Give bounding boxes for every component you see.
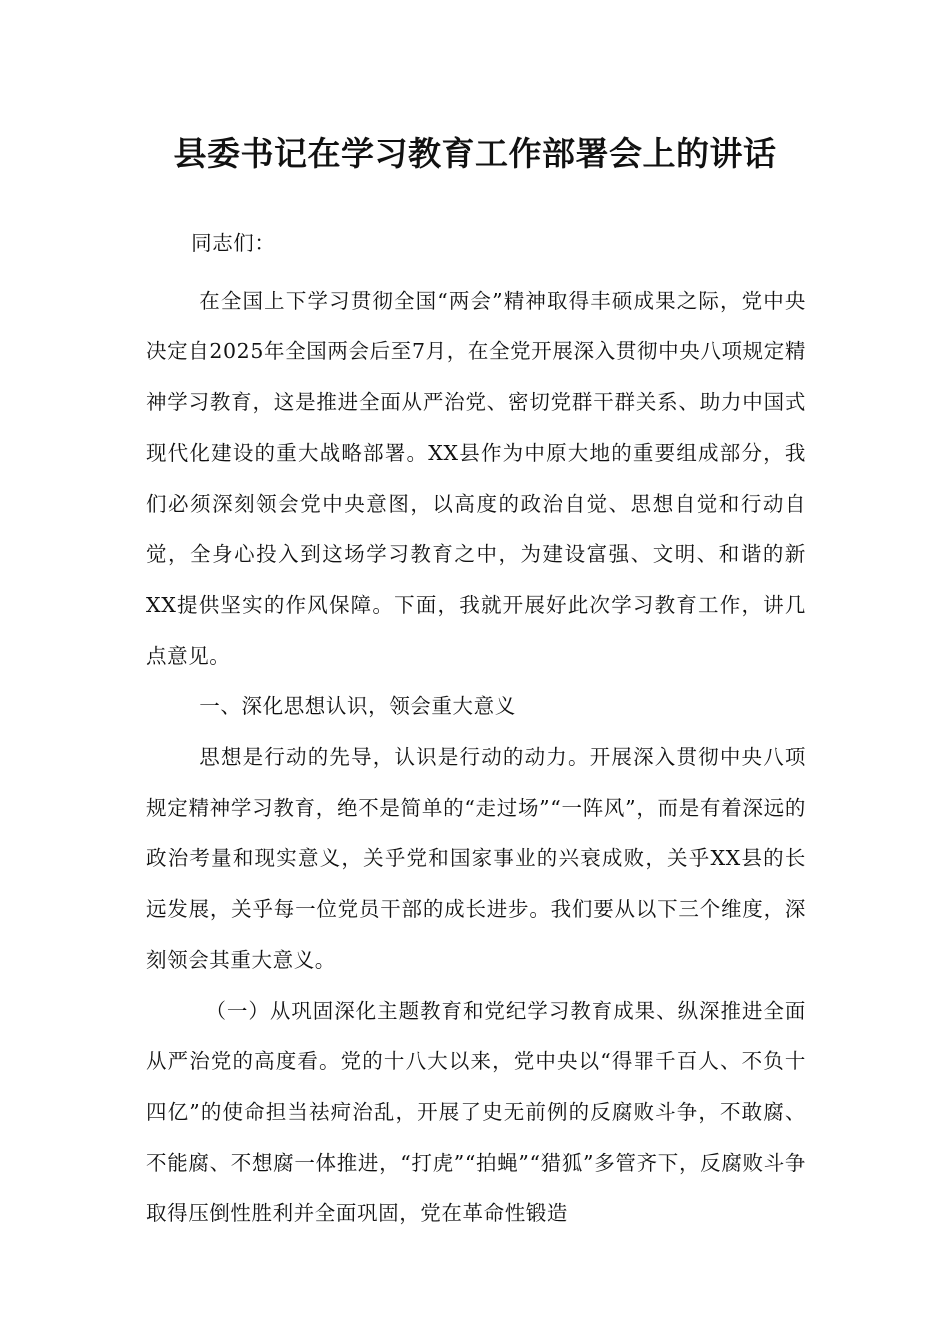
document-title: 县委书记在学习教育工作部署会上的讲话 — [173, 134, 777, 173]
body-paragraph: 思想是行动的先导，认识是行动的动力。开展深入贯彻中央八项规定精神学习教育，绝不是简单的“走过场”“一阵风”，而是有着深远的政治考量和现实意义，关乎党和国家事业的兴衰成败，关乎XX县的长远发展，关乎每一位党员干部的成长进步。我们要从以下三个维度，深刻领会其重大意义。 — [146, 745, 806, 972]
intro-paragraph: 在全国上下学习贯彻全国“两会”精神取得丰硕成果之际，党中央决定自2025年全国两会后至7月，在全党开展深入贯彻中央八项规定精神学习教育，这是推进全面从严治党、密切党群干群关系、助力中国式现代化建设的重大战略部署。XX县作为中原大地的重要组成部分，我们必须深刻领会党中央意图，以高度的政治自觉、思想自觉和行动自觉，全身心投入到这场学习教育之中，为建设富强、文明、和谐的新XX提供坚实的作风保障。下面，我就开展好此次学习教育工作，讲几点意见。 — [146, 288, 806, 668]
salutation: 同志们： — [191, 231, 276, 255]
document-body — [146, 218, 806, 1239]
subsection-paragraph: （一）从巩固深化主题教育和党纪学习教育成果、纵深推进全面从严治党的高度看。党的十八大以来，党中央以“得罪千百人、不负十四亿”的使命担当祛疴治乱，开展了史无前例的反腐败斗争，不敢腐、不能腐、不想腐一体推进，“打虎”“拍蝇”“猎狐”多管齐下，反腐败斗争取得压倒性胜利并全面巩固，党在革命性锻造 — [146, 998, 806, 1226]
section-heading-one: 一、深化思想认识，领会重大意义 — [199, 694, 516, 719]
